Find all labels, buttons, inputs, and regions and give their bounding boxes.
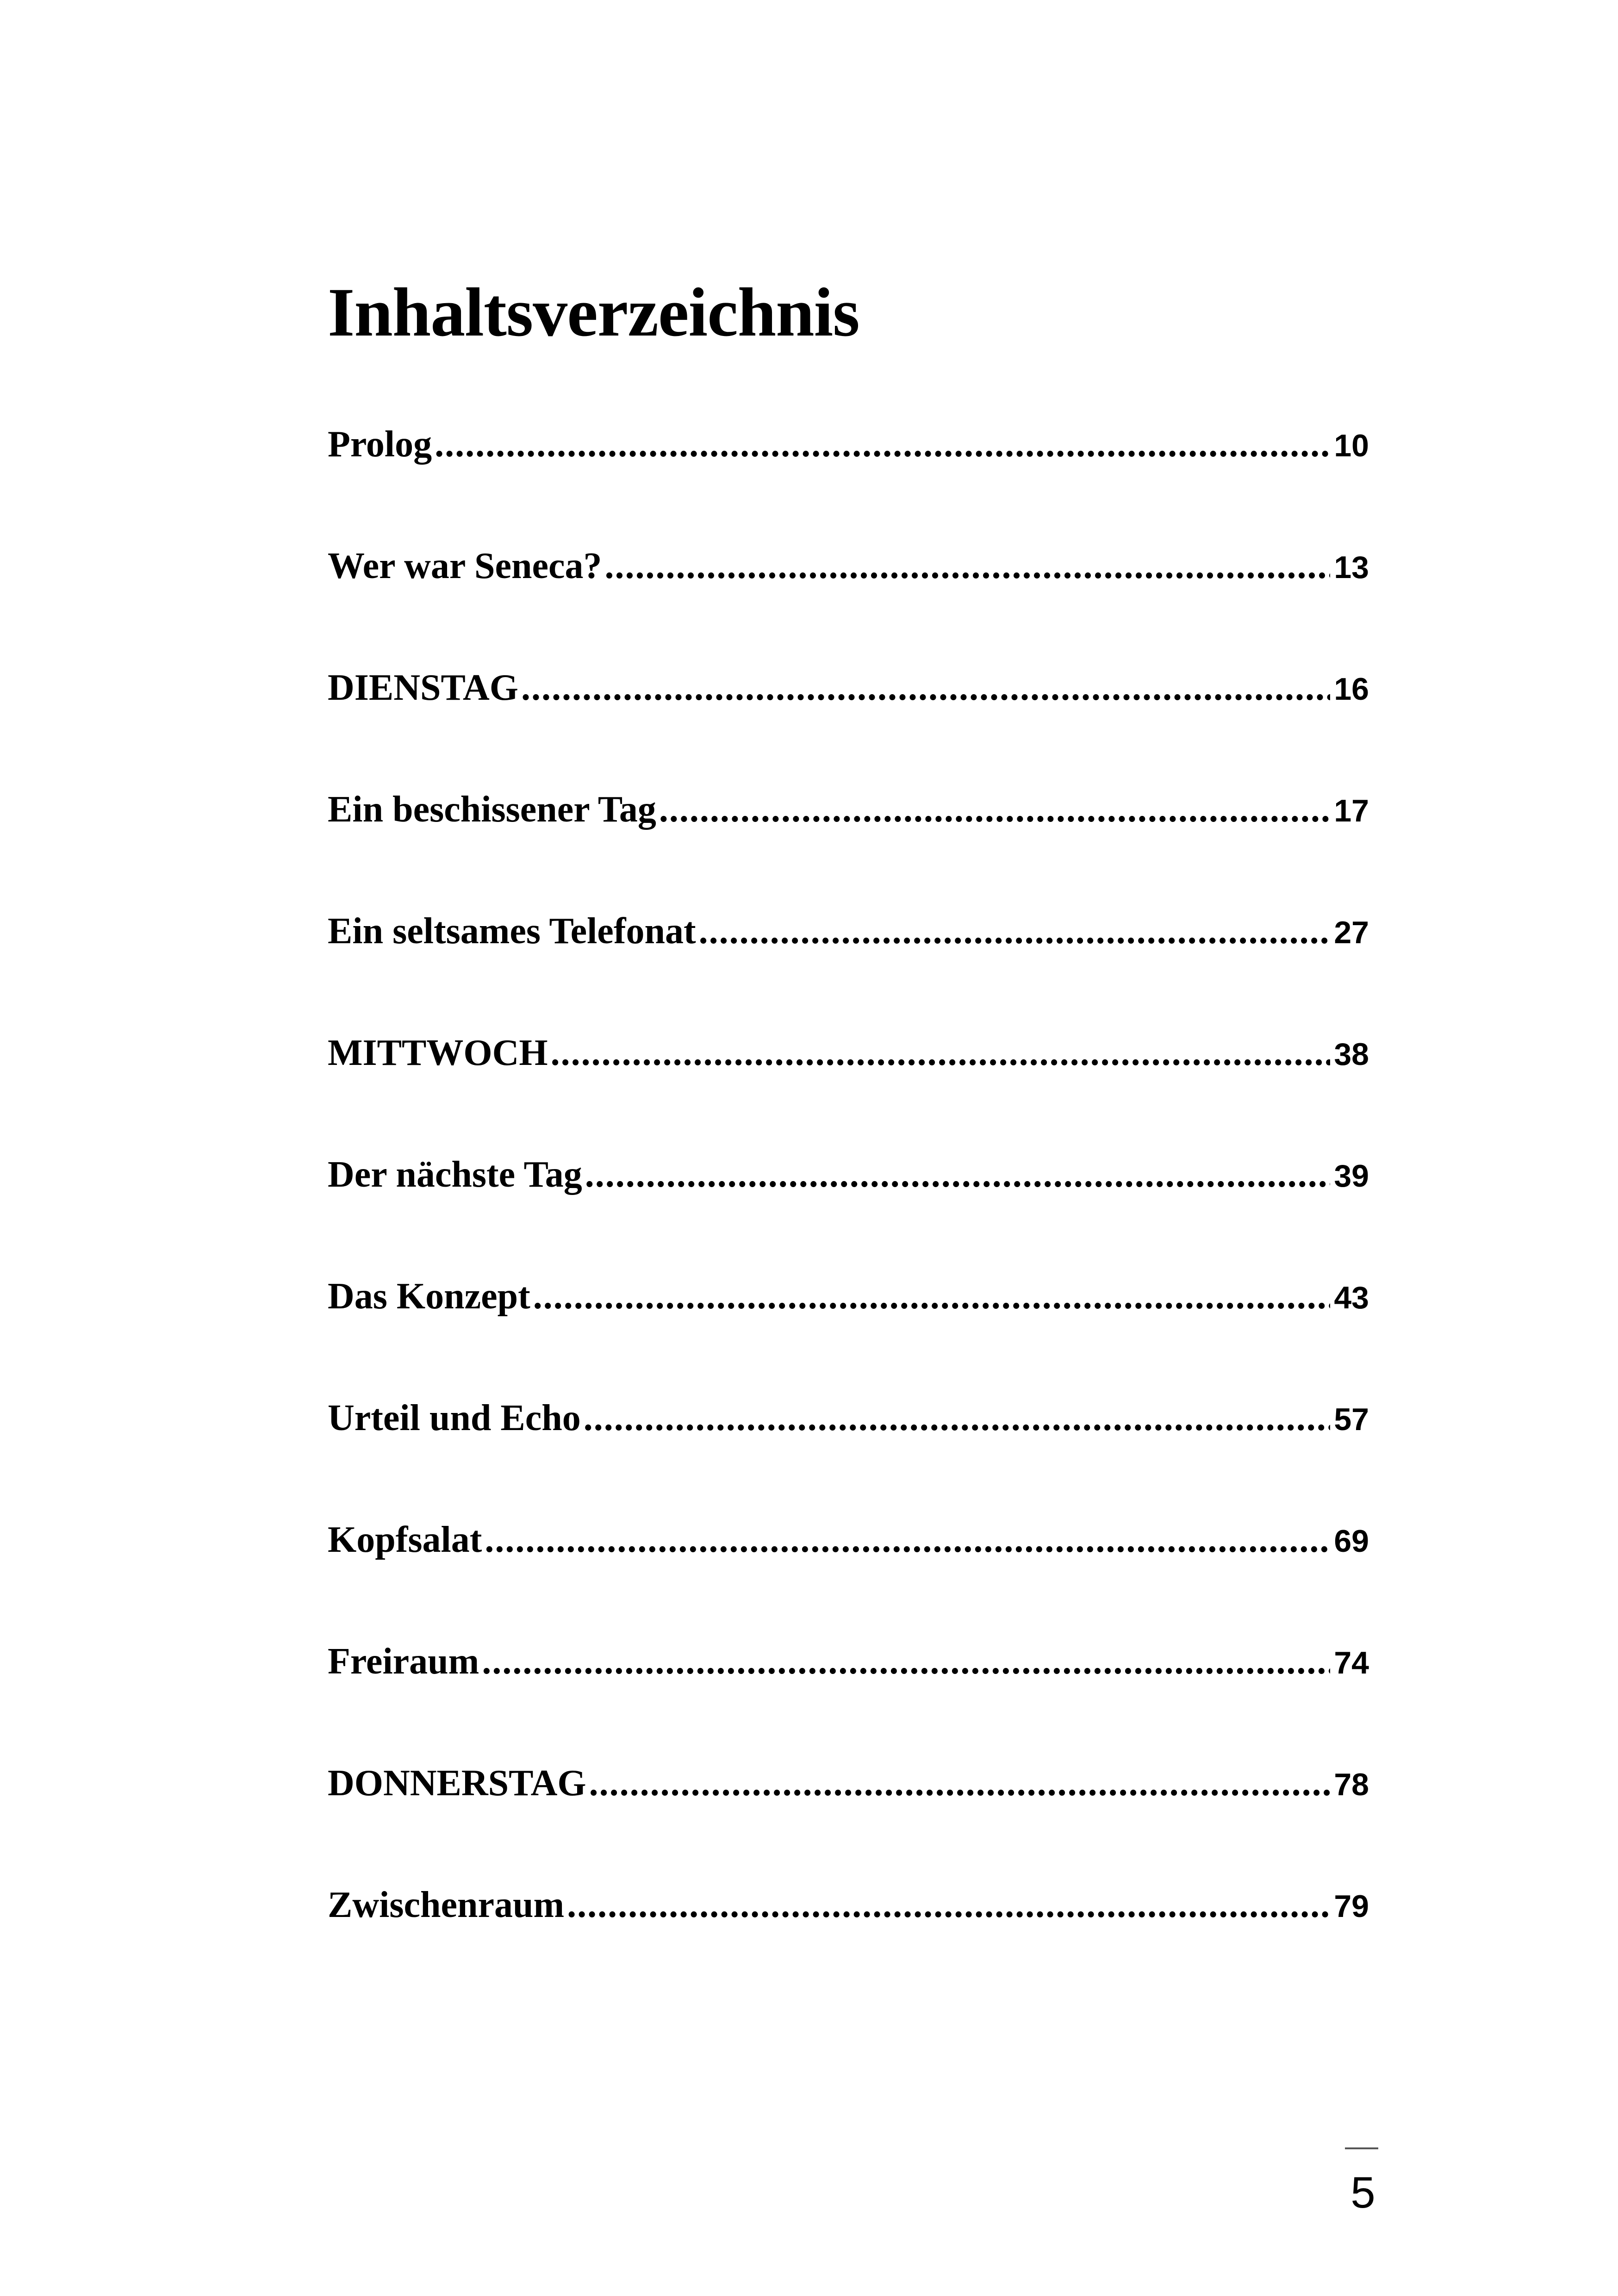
toc-entry[interactable] [328, 913, 1369, 1034]
toc-entry-page: 57 [1334, 1402, 1369, 1437]
toc-entry[interactable] [328, 1765, 1369, 1886]
toc-entry[interactable] [328, 1643, 1369, 1765]
toc-entry-page: 74 [1334, 1645, 1369, 1680]
toc-entry-page: 10 [1334, 428, 1369, 463]
toc-entry-title: Urteil und Echo [328, 1398, 581, 1438]
table-of-contents [328, 426, 1369, 2008]
toc-entry-page: 17 [1334, 793, 1369, 828]
toc-entry-title: Ein seltsames Telefonat [328, 911, 696, 952]
toc-entry-leader [585, 1156, 1331, 1193]
toc-entry-title: Das Konzept [328, 1276, 530, 1317]
toc-entry[interactable] [328, 791, 1369, 913]
toc-entry[interactable] [328, 669, 1369, 791]
toc-entry-leader [485, 1521, 1330, 1558]
page-number: 5 [1350, 2168, 1375, 2217]
toc-entry-leader [521, 669, 1330, 706]
toc-entry-leader [482, 1643, 1330, 1680]
toc-entry-page: 43 [1334, 1280, 1369, 1315]
toc-entry-leader [659, 791, 1331, 828]
toc-entry[interactable] [328, 1886, 1369, 2008]
toc-entry-page: 39 [1334, 1158, 1369, 1194]
toc-entry-title: MITTWOCH [328, 1033, 548, 1073]
toc-entry-leader [435, 426, 1330, 463]
toc-entry-page: 79 [1334, 1889, 1369, 1924]
toc-entry-title: Freiraum [328, 1641, 479, 1682]
toc-entry-page: 13 [1334, 550, 1369, 585]
toc-entry-title: DONNERSTAG [328, 1763, 586, 1804]
toc-entry-leader [584, 1400, 1331, 1437]
toc-entry-page: 16 [1334, 672, 1369, 707]
page-title: Inhaltsverzeichnis [328, 274, 859, 351]
toc-entry[interactable] [328, 1400, 1369, 1521]
toc-entry[interactable] [328, 1278, 1369, 1400]
toc-entry-title: Ein beschissener Tag [328, 789, 656, 830]
toc-entry-leader [589, 1765, 1331, 1802]
toc-entry-page: 38 [1334, 1037, 1369, 1072]
toc-entry-leader [699, 913, 1331, 950]
toc-entry-title: Wer war Seneca? [328, 546, 602, 586]
toc-entry-page: 69 [1334, 1524, 1369, 1559]
toc-entry[interactable] [328, 426, 1369, 548]
footer-divider [1345, 2147, 1378, 2149]
toc-entry-page: 78 [1334, 1767, 1369, 1802]
toc-entry[interactable] [328, 548, 1369, 669]
toc-entry[interactable] [328, 1034, 1369, 1156]
toc-entry-page: 27 [1334, 915, 1369, 950]
toc-entry-leader [605, 548, 1331, 585]
toc-entry-leader [567, 1886, 1330, 1923]
toc-entry[interactable] [328, 1156, 1369, 1278]
toc-entry-title: Zwischenraum [328, 1885, 565, 1925]
toc-entry[interactable] [328, 1521, 1369, 1643]
toc-entry-title: Kopfsalat [328, 1519, 482, 1560]
toc-entry-title: Prolog [328, 424, 432, 465]
toc-entry-leader [551, 1034, 1331, 1071]
toc-entry-title: Der nächste Tag [328, 1154, 582, 1195]
toc-entry-title: DIENSTAG [328, 667, 518, 708]
toc-entry-leader [533, 1278, 1331, 1315]
